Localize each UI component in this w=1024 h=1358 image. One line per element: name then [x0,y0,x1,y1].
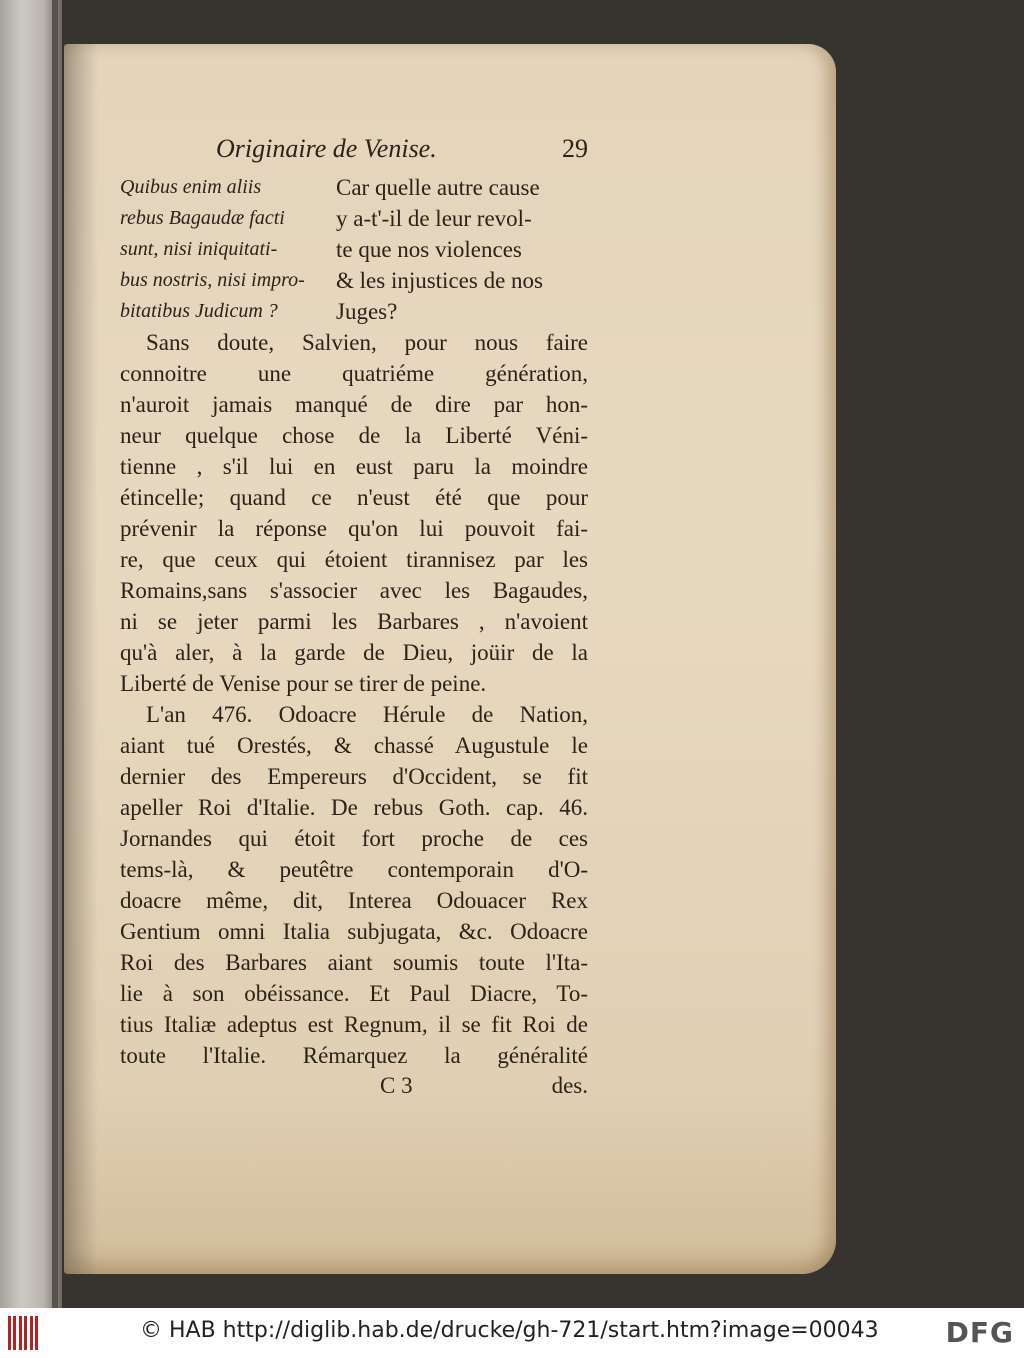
body-line: apeller Roi d'Italie. De rebus Goth. cap. 46. [120,795,588,820]
page-number: 29 [562,134,588,163]
body-line: prévenir la réponse qu'on lui pouvoit fai- [120,516,588,541]
latin-line: rebus Bagaudæ facti [120,207,285,229]
body-line: L'an 476. Odoacre Hérule de Nation, [146,702,588,727]
dfg-logo: DFG [945,1316,1014,1349]
body-line: lie à son obéissance. Et Paul Diacre, To- [120,981,588,1006]
body-line: Romains,sans s'associer avec les Bagaudes, [120,578,588,603]
body-line: tius Italiæ adeptus est Regnum, il se fit Roi de [120,1012,588,1037]
body-line: Roi des Barbares aiant soumis toute l'Ita- [120,950,588,975]
body-line: étincelle; quand ce n'eust été que pour [120,485,588,510]
previous-page-edge [0,0,62,1308]
body-line: qu'à aler, à la garde de Dieu, joüir de la [120,640,588,665]
body-line: ni se jeter parmi les Barbares , n'avoient [120,609,588,634]
body-line: connoitre une quatriéme génération, [120,361,588,386]
book-page [64,44,836,1274]
body-line: toute l'Italie. Rémarquez la généralité [120,1043,588,1068]
page-text [120,134,588,1104]
body-line: Jornandes qui étoit fort proche de ces [120,826,588,851]
body-line: re, que ceux qui étoient tirannisez par les [120,547,588,572]
body-line: tems-là, & peutêtre contemporain d'O- [120,857,588,882]
body-line: Liberté de Venise pour se tirer de peine. [120,671,487,696]
running-head: Originaire de Venise. [216,134,437,163]
body-line: n'auroit jamais manqué de dire par hon- [120,392,588,417]
body-line: dernier des Empereurs d'Occident, se fit [120,764,588,789]
copyright-link[interactable]: © HAB http://diglib.hab.de/drucke/gh-721/start.htm?image=00043 [140,1318,879,1343]
body-line: tienne , s'il lui en eust paru la moindre [120,454,588,479]
copyright-bar [0,1308,1024,1358]
french-line: y a-t'-il de leur revol- [336,206,532,231]
body-line: aiant tué Orestés, & chassé Augustule le [120,733,588,758]
latin-marginal-column [120,172,320,327]
body-line: neur quelque chose de la Liberté Véni- [120,423,588,448]
latin-line: bitatibus Judicum ? [120,300,278,322]
french-line: te que nos violences [336,237,522,262]
signature-mark: C 3 [380,1073,413,1098]
french-line: Car quelle autre cause [336,175,540,200]
latin-line: sunt, nisi iniquitati- [120,238,278,260]
page-header [120,134,588,170]
hab-logo-icon [8,1316,38,1350]
body-line: Sans doute, Salvien, pour nous faire [146,330,588,355]
latin-line: Quibus enim aliis [120,176,262,198]
two-column-block [120,172,588,327]
catchword: des. [551,1073,588,1098]
page-footer [120,1073,588,1104]
body-line: Gentium omni Italia subjugata, &c. Odoacre [120,919,588,944]
latin-line: bus nostris, nisi impro- [120,269,305,291]
body-line: doacre même, dit, Interea Odouacer Rex [120,888,588,913]
french-line: & les injustices de nos [336,268,543,293]
french-translation-column [336,172,588,327]
page-gutter-shadow [64,44,98,1274]
french-line: Juges? [336,299,398,324]
